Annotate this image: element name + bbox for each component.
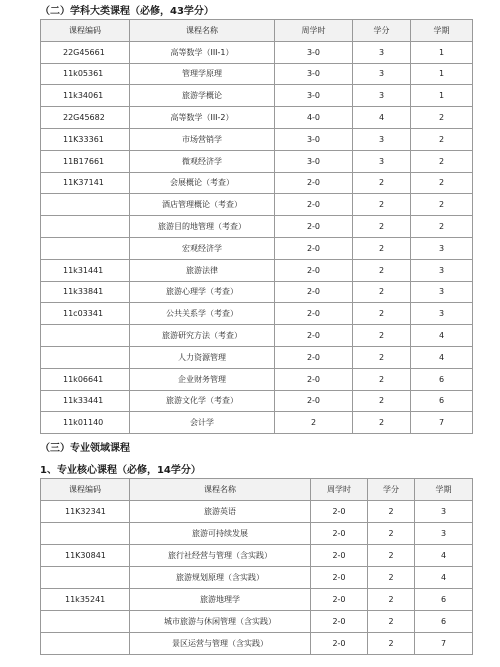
cell-semester: 6 <box>415 611 473 633</box>
table-row <box>41 281 473 303</box>
cell-course-code <box>41 237 130 259</box>
cell-credits: 2 <box>353 172 411 194</box>
cell-semester: 2 <box>411 150 473 172</box>
table-row <box>41 567 473 589</box>
cell-course-name: 旅游文化学（考查） <box>130 390 275 412</box>
cell-course-name: 景区运营与管理（含实践） <box>130 633 311 655</box>
cell-credits: 2 <box>353 325 411 347</box>
cell-course-name: 旅游可持续发展 <box>130 523 311 545</box>
cell-credits: 2 <box>368 633 415 655</box>
cell-semester: 3 <box>415 501 473 523</box>
core-courses-body <box>41 501 473 655</box>
table-row <box>41 346 473 368</box>
cell-semester: 1 <box>411 41 473 63</box>
cell-credits: 2 <box>353 281 411 303</box>
cell-course-name: 旅游学概论 <box>130 85 275 107</box>
cell-course-code: 11B17661 <box>41 150 130 172</box>
cell-weekly-hours: 2-0 <box>275 390 353 412</box>
cell-weekly-hours: 2-0 <box>275 194 353 216</box>
cell-course-name: 旅游目的地管理（考查） <box>130 216 275 238</box>
cell-course-name: 旅游英语 <box>130 501 311 523</box>
cell-semester: 2 <box>411 216 473 238</box>
table-row <box>41 85 473 107</box>
cell-weekly-hours: 4-0 <box>275 107 353 129</box>
cell-course-name: 旅行社经营与管理（含实践） <box>130 545 311 567</box>
cell-weekly-hours: 3-0 <box>275 41 353 63</box>
cell-semester: 4 <box>411 346 473 368</box>
cell-course-code: 11k33841 <box>41 281 130 303</box>
table-row <box>41 303 473 325</box>
cell-course-code: 11K32341 <box>41 501 130 523</box>
cell-course-code: 11K37141 <box>41 172 130 194</box>
cell-weekly-hours: 2-0 <box>311 567 368 589</box>
table-row <box>41 611 473 633</box>
cell-semester: 2 <box>411 107 473 129</box>
header-course-name: 课程名称 <box>130 479 311 501</box>
cell-course-name: 企业财务管理 <box>130 368 275 390</box>
header-course-name: 课程名称 <box>130 20 275 42</box>
cell-credits: 3 <box>353 41 411 63</box>
header-credits: 学分 <box>353 20 411 42</box>
cell-course-code: 11k33441 <box>41 390 130 412</box>
cell-semester: 2 <box>411 128 473 150</box>
header-course-code: 课程编码 <box>41 479 130 501</box>
cell-weekly-hours: 2-0 <box>275 237 353 259</box>
discipline-courses-table <box>40 19 473 434</box>
cell-semester: 4 <box>411 325 473 347</box>
table-header-row <box>41 479 473 501</box>
cell-course-code: 11c03341 <box>41 303 130 325</box>
table-row <box>41 633 473 655</box>
cell-semester: 3 <box>415 523 473 545</box>
cell-credits: 2 <box>353 346 411 368</box>
cell-credits: 2 <box>353 259 411 281</box>
cell-course-code: 11k31441 <box>41 259 130 281</box>
table-row <box>41 216 473 238</box>
header-credits: 学分 <box>368 479 415 501</box>
cell-course-code: 11k01140 <box>41 412 130 434</box>
cell-course-name: 会计学 <box>130 412 275 434</box>
cell-semester: 6 <box>411 390 473 412</box>
table-row <box>41 107 473 129</box>
cell-course-code: 11k06641 <box>41 368 130 390</box>
cell-credits: 2 <box>353 237 411 259</box>
cell-weekly-hours: 2 <box>275 412 353 434</box>
cell-course-name: 高等数学（III-1） <box>130 41 275 63</box>
cell-credits: 2 <box>368 501 415 523</box>
cell-course-name: 宏观经济学 <box>130 237 275 259</box>
cell-course-code <box>41 523 130 545</box>
cell-credits: 2 <box>368 611 415 633</box>
cell-course-name: 旅游法律 <box>130 259 275 281</box>
cell-weekly-hours: 2-0 <box>275 281 353 303</box>
cell-course-code: 11k35241 <box>41 589 130 611</box>
cell-course-name: 酒店管理概论（考查） <box>130 194 275 216</box>
header-semester: 学期 <box>415 479 473 501</box>
table-row <box>41 545 473 567</box>
header-weekly-hours: 周学时 <box>311 479 368 501</box>
cell-course-name: 公共关系学（考查） <box>130 303 275 325</box>
table-row <box>41 325 473 347</box>
cell-weekly-hours: 2-0 <box>275 172 353 194</box>
table-row <box>41 63 473 85</box>
cell-weekly-hours: 2-0 <box>275 259 353 281</box>
cell-course-code <box>41 216 130 238</box>
cell-semester: 3 <box>411 237 473 259</box>
cell-credits: 3 <box>353 128 411 150</box>
cell-credits: 2 <box>368 523 415 545</box>
core-courses-table <box>40 478 473 655</box>
table-row <box>41 194 473 216</box>
cell-course-name: 微观经济学 <box>130 150 275 172</box>
table-row <box>41 501 473 523</box>
cell-semester: 3 <box>411 281 473 303</box>
cell-semester: 7 <box>411 412 473 434</box>
cell-course-code: 11K33361 <box>41 128 130 150</box>
cell-weekly-hours: 2-0 <box>311 611 368 633</box>
cell-course-code: 22G45682 <box>41 107 130 129</box>
cell-course-name: 旅游心理学（考查） <box>130 281 275 303</box>
table-row <box>41 368 473 390</box>
cell-course-code: 11k34061 <box>41 85 130 107</box>
cell-weekly-hours: 2-0 <box>311 545 368 567</box>
table-header-row <box>41 20 473 42</box>
cell-weekly-hours: 3-0 <box>275 85 353 107</box>
header-semester: 学期 <box>411 20 473 42</box>
cell-course-code <box>41 325 130 347</box>
cell-credits: 2 <box>368 567 415 589</box>
table-row <box>41 237 473 259</box>
cell-weekly-hours: 2-0 <box>311 589 368 611</box>
cell-credits: 2 <box>353 390 411 412</box>
table-row <box>41 390 473 412</box>
table-row <box>41 172 473 194</box>
cell-weekly-hours: 2-0 <box>311 633 368 655</box>
cell-semester: 3 <box>411 303 473 325</box>
cell-course-name: 城市旅游与休闲管理（含实践） <box>130 611 311 633</box>
cell-semester: 2 <box>411 172 473 194</box>
cell-credits: 4 <box>353 107 411 129</box>
cell-course-name: 会展概论（考查） <box>130 172 275 194</box>
cell-credits: 3 <box>353 85 411 107</box>
subsection-title-core-courses: 1、专业核心课程（必修，14学分） <box>40 465 201 476</box>
cell-course-code <box>41 194 130 216</box>
cell-course-code: 11K30841 <box>41 545 130 567</box>
cell-credits: 2 <box>353 412 411 434</box>
cell-weekly-hours: 2-0 <box>275 325 353 347</box>
cell-weekly-hours: 2-0 <box>275 346 353 368</box>
cell-weekly-hours: 2-0 <box>311 501 368 523</box>
cell-credits: 3 <box>353 63 411 85</box>
cell-course-name: 管理学原理 <box>130 63 275 85</box>
cell-credits: 2 <box>353 194 411 216</box>
cell-semester: 2 <box>411 194 473 216</box>
cell-semester: 1 <box>411 63 473 85</box>
cell-semester: 7 <box>415 633 473 655</box>
section-title-major-courses: （三）专业领域课程 <box>40 443 130 454</box>
table-row <box>41 259 473 281</box>
cell-course-name: 人力资源管理 <box>130 346 275 368</box>
cell-credits: 2 <box>353 216 411 238</box>
cell-semester: 3 <box>411 259 473 281</box>
cell-weekly-hours: 2-0 <box>275 216 353 238</box>
cell-weekly-hours: 3-0 <box>275 63 353 85</box>
cell-semester: 1 <box>411 85 473 107</box>
header-course-code: 课程编码 <box>41 20 130 42</box>
table-row <box>41 150 473 172</box>
header-weekly-hours: 周学时 <box>275 20 353 42</box>
table-row <box>41 41 473 63</box>
table-row <box>41 589 473 611</box>
cell-weekly-hours: 2-0 <box>275 303 353 325</box>
cell-course-code <box>41 633 130 655</box>
cell-course-name: 旅游规划原理（含实践） <box>130 567 311 589</box>
cell-weekly-hours: 2-0 <box>275 368 353 390</box>
cell-weekly-hours: 3-0 <box>275 128 353 150</box>
cell-semester: 4 <box>415 567 473 589</box>
cell-weekly-hours: 3-0 <box>275 150 353 172</box>
cell-credits: 2 <box>353 303 411 325</box>
cell-course-name: 高等数学（III-2） <box>130 107 275 129</box>
cell-course-name: 旅游地理学 <box>130 589 311 611</box>
cell-course-name: 旅游研究方法（考查） <box>130 325 275 347</box>
cell-course-code <box>41 346 130 368</box>
cell-course-code <box>41 611 130 633</box>
cell-course-code: 22G45661 <box>41 41 130 63</box>
table-row <box>41 128 473 150</box>
table-row <box>41 523 473 545</box>
cell-semester: 6 <box>415 589 473 611</box>
cell-credits: 2 <box>353 368 411 390</box>
cell-course-code <box>41 567 130 589</box>
cell-course-code: 11k05361 <box>41 63 130 85</box>
cell-credits: 2 <box>368 589 415 611</box>
section-title-discipline-courses: （二）学科大类课程（必修，43学分） <box>40 6 214 17</box>
cell-semester: 6 <box>411 368 473 390</box>
cell-course-name: 市场营销学 <box>130 128 275 150</box>
cell-credits: 3 <box>353 150 411 172</box>
table-row <box>41 412 473 434</box>
cell-semester: 4 <box>415 545 473 567</box>
cell-credits: 2 <box>368 545 415 567</box>
cell-weekly-hours: 2-0 <box>311 523 368 545</box>
discipline-courses-body <box>41 41 473 433</box>
